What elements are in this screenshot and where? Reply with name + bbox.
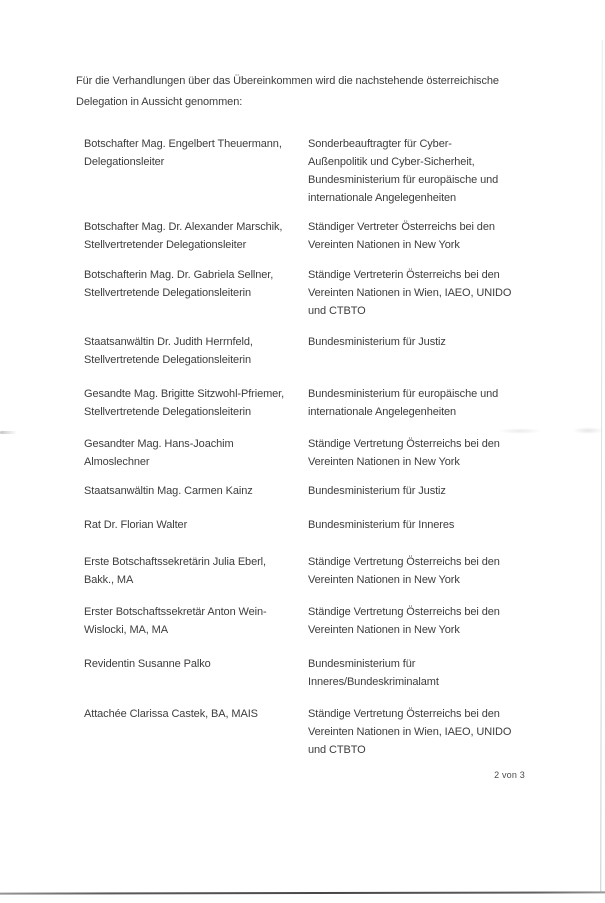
- delegate-organisation-line: Ständiger Vertreter Österreichs bei den: [308, 221, 495, 233]
- delegate-name-line: Staatsanwältin Dr. Judith Herrnfeld,: [84, 336, 253, 348]
- delegate-name-line: Wislocki, MA, MA: [84, 624, 168, 636]
- delegate-organisation-line: und CTBTO: [308, 305, 366, 317]
- delegate-organisation-line: Bundesministerium für Justiz: [308, 336, 446, 348]
- delegate-organisation: [308, 705, 558, 759]
- delegate-organisation-line: Ständige Vertretung Österreichs bei den: [308, 606, 500, 618]
- delegate-name-line: Revidentin Susanne Palko: [84, 658, 211, 670]
- fold-mark-right: [572, 427, 604, 434]
- delegate-name-line: Erste Botschaftssekretärin Julia Eberl,: [84, 556, 266, 568]
- delegate-name: [84, 385, 304, 421]
- delegate-organisation-line: und CTBTO: [308, 744, 366, 756]
- delegate-organisation: [308, 266, 558, 320]
- delegate-name-line: Bakk., MA: [84, 574, 134, 586]
- text-line: Für die Verhandlungen über das Übereinkommen wird die nachstehende österreichische: [76, 75, 499, 87]
- delegate-name-line: Gesandter Mag. Hans-Joachim: [84, 438, 234, 450]
- delegate-organisation: [308, 603, 558, 639]
- delegate-name-line: Stellvertretende Delegationsleiterin: [84, 354, 251, 366]
- delegate-name-line: Stellvertretender Delegationsleiter: [84, 239, 247, 251]
- delegate-organisation-line: Außenpolitik und Cyber-Sicherheit,: [308, 156, 475, 168]
- text-line: Delegation in Aussicht genommen:: [76, 96, 243, 108]
- delegate-organisation-line: Vereinten Nationen in Wien, IAEO, UNIDO: [308, 287, 512, 299]
- delegate-name-line: Erster Botschaftssekretär Anton Wein-: [84, 606, 267, 618]
- delegate-organisation-line: Ständige Vertretung Österreichs bei den: [308, 438, 500, 450]
- delegate-organisation: [308, 218, 558, 254]
- delegate-name: [84, 333, 304, 369]
- delegate-organisation-line: internationale Angelegenheiten: [308, 192, 457, 204]
- delegate-name: [84, 135, 304, 171]
- delegate-name: [84, 516, 304, 534]
- delegate-name-line: Staatsanwältin Mag. Carmen Kainz: [84, 485, 253, 497]
- delegate-name-line: Stellvertretende Delegationsleiterin: [84, 406, 251, 418]
- delegate-name-line: Botschafter Mag. Dr. Alexander Marschik,: [84, 221, 283, 233]
- delegate-organisation: [308, 435, 558, 471]
- delegate-name: [84, 655, 304, 673]
- delegate-organisation-line: Ständige Vertretung Österreichs bei den: [308, 708, 500, 720]
- delegate-organisation-line: Inneres/Bundeskriminalamt: [308, 676, 439, 688]
- delegate-name: [84, 482, 304, 500]
- delegate-organisation: [308, 655, 558, 691]
- delegate-organisation-line: Vereinten Nationen in New York: [308, 574, 460, 586]
- scan-bottom-edge-line: [0, 891, 605, 894]
- delegate-name-line: Rat Dr. Florian Walter: [84, 519, 188, 531]
- delegate-organisation-line: Ständige Vertretung Österreichs bei den: [308, 556, 500, 568]
- delegate-organisation: [308, 553, 558, 589]
- scan-right-edge-line: [600, 40, 603, 893]
- delegate-organisation: [308, 135, 558, 207]
- delegate-name: [84, 705, 304, 723]
- delegate-name: [84, 218, 304, 254]
- delegate-organisation: [308, 385, 558, 421]
- intro-paragraph: [76, 71, 499, 113]
- delegate-name-line: Botschafter Mag. Engelbert Theuermann,: [84, 138, 282, 150]
- delegate-name-line: Gesandte Mag. Brigitte Sitzwohl-Pfriemer,: [84, 388, 285, 400]
- delegate-organisation-line: internationale Angelegenheiten: [308, 406, 457, 418]
- delegate-organisation-line: Bundesministerium für europäische und: [308, 388, 499, 400]
- delegate-organisation-line: Ständige Vertreterin Österreichs bei den: [308, 269, 500, 281]
- delegate-name-line: Almoslechner: [84, 456, 150, 468]
- delegate-name-line: Delegationsleiter: [84, 156, 165, 168]
- delegate-name: [84, 553, 304, 589]
- delegate-organisation: [308, 333, 558, 351]
- delegate-name: [84, 435, 304, 471]
- page-number: 2 von 3: [494, 770, 525, 780]
- delegate-organisation-line: Vereinten Nationen in Wien, IAEO, UNIDO: [308, 726, 512, 738]
- delegate-organisation-line: Bundesministerium für: [308, 658, 416, 670]
- fold-mark-left: [0, 431, 17, 434]
- delegate-organisation-line: Vereinten Nationen in New York: [308, 456, 460, 468]
- delegate-organisation-line: Bundesministerium für Inneres: [308, 519, 455, 531]
- fold-mark-center: [498, 428, 542, 434]
- delegate-organisation: [308, 516, 558, 534]
- delegate-organisation-line: Bundesministerium für europäische und: [308, 174, 499, 186]
- delegate-organisation-line: Vereinten Nationen in New York: [308, 624, 460, 636]
- delegate-organisation-line: Vereinten Nationen in New York: [308, 239, 460, 251]
- delegate-name-line: Attachée Clarissa Castek, BA, MAIS: [84, 708, 258, 720]
- delegate-organisation-line: Bundesministerium für Justiz: [308, 485, 446, 497]
- delegate-name-line: Botschafterin Mag. Dr. Gabriela Sellner,: [84, 269, 274, 281]
- delegate-name-line: Stellvertretende Delegationsleiterin: [84, 287, 251, 299]
- delegate-name: [84, 266, 304, 302]
- delegate-organisation: [308, 482, 558, 500]
- delegate-organisation-line: Sonderbeauftragter für Cyber-: [308, 138, 452, 150]
- delegate-name: [84, 603, 304, 639]
